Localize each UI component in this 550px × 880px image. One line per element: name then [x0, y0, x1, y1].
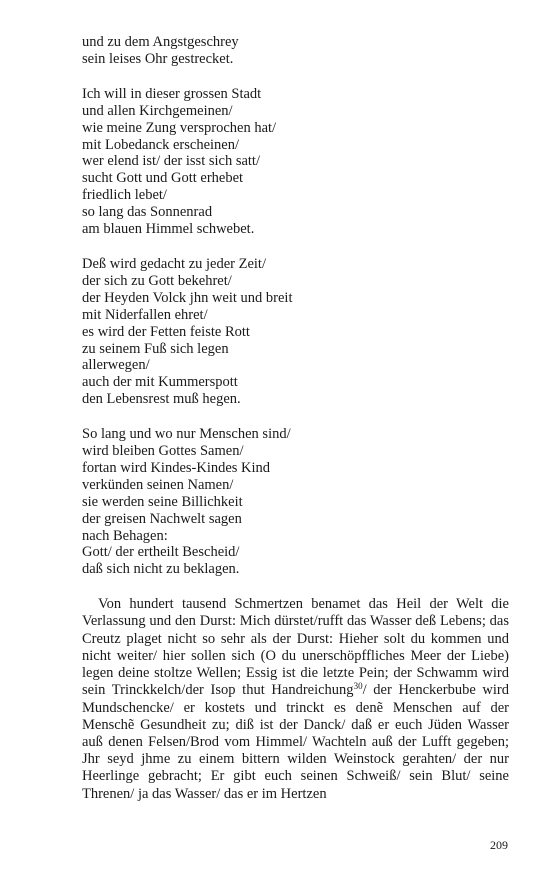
- prose-text-2: / der Henckerbube wird Mundschencke/ er kostets und trinckt es denẽ Menschen auf der Menschẽ Gesundheit zu; diß ist der Danck/ daß er euch Jüden Wasser auß denen Felsen/Brod vom Himmel/ Wachteln auß der Lufft gegeben; Jhr seyd jhme zu einem bittern wilden Weinstock gerahten/ der nur Heerlinge gebracht; Er gibt euch seinen Schweiß/ sein Blut/ seine Threnen/ ja das Wasser/ das er im Hertzen: [82, 682, 510, 802]
- verse-line: mit Lobedanck erscheinen/: [82, 136, 240, 153]
- page-number: 209: [490, 838, 508, 852]
- verse-line: wird bleiben Gottes Samen/: [82, 443, 244, 460]
- stanza: [82, 34, 509, 68]
- page-body: [82, 34, 509, 803]
- verse-line: am blauen Himmel schwebet.: [82, 221, 255, 238]
- verse-line: wer elend ist/ der isst sich satt/: [82, 153, 260, 170]
- verse-line: sein leises Ohr gestrecket.: [82, 50, 234, 67]
- verse-line: fortan wird Kindes-Kindes Kind: [82, 459, 271, 476]
- verse-line: friedlich lebet/: [82, 187, 167, 204]
- verse-line: zu seinem Fuß sich legen: [82, 340, 229, 357]
- verse-line: Deß wird gedacht zu jeder Zeit/: [82, 255, 266, 272]
- verse-line: verkünden seinen Namen/: [82, 476, 234, 493]
- stanza: [82, 256, 509, 408]
- verse-line: und allen Kirchgemeinen/: [82, 102, 233, 119]
- stanza: [82, 426, 509, 578]
- verse-line: der Heyden Volck jhn weit und breit: [82, 289, 293, 306]
- verse-line: allerwegen/: [82, 357, 150, 374]
- footnote-reference: 30: [353, 681, 363, 692]
- verse-line: den Lebensrest muß hegen.: [82, 391, 241, 408]
- verse-line: der sich zu Gott bekehret/: [82, 272, 232, 289]
- verse-line: Gott/ der ertheilt Bescheid/: [82, 544, 240, 561]
- poem: [82, 34, 509, 578]
- verse-line: der greisen Nachwelt sagen: [82, 510, 242, 527]
- stanza: [82, 86, 509, 238]
- verse-line: Ich will in dieser grossen Stadt: [82, 85, 262, 102]
- verse-line: nach Behagen:: [82, 527, 168, 544]
- prose-paragraph: [82, 596, 509, 802]
- verse-line: sie werden seine Billichkeit: [82, 493, 243, 510]
- verse-line: daß sich nicht zu beklagen.: [82, 561, 240, 578]
- verse-line: wie meine Zung versprochen hat/: [82, 119, 277, 136]
- verse-line: es wird der Fetten feiste Rott: [82, 323, 250, 340]
- verse-line: mit Niderfallen ehret/: [82, 306, 208, 323]
- verse-line: sucht Gott und Gott erhebet: [82, 170, 244, 187]
- verse-line: und zu dem Angstgeschrey: [82, 34, 239, 50]
- prose-text-1: Von hundert tausend Schmertzen benamet das Heil der Welt die Verlassung und den Durst: Mich dürstet/rufft das Wasser deß Lebens; das Creutz plaget nicht so sehr als der Durst: Hieher solt du kommen und nicht weiter/ hier sollen sich (O du unerschöpffliches Meer der Liebe) legen deine stoltze Wellen; Essig ist die letzte Pein; der Schwamm wird sein Trinckkelch/der Isop thut Handreichung: [82, 596, 509, 699]
- verse-line: so lang das Sonnenrad: [82, 204, 213, 221]
- verse-line: So lang und wo nur Menschen sind/: [82, 426, 291, 443]
- verse-line: auch der mit Kummerspott: [82, 374, 238, 391]
